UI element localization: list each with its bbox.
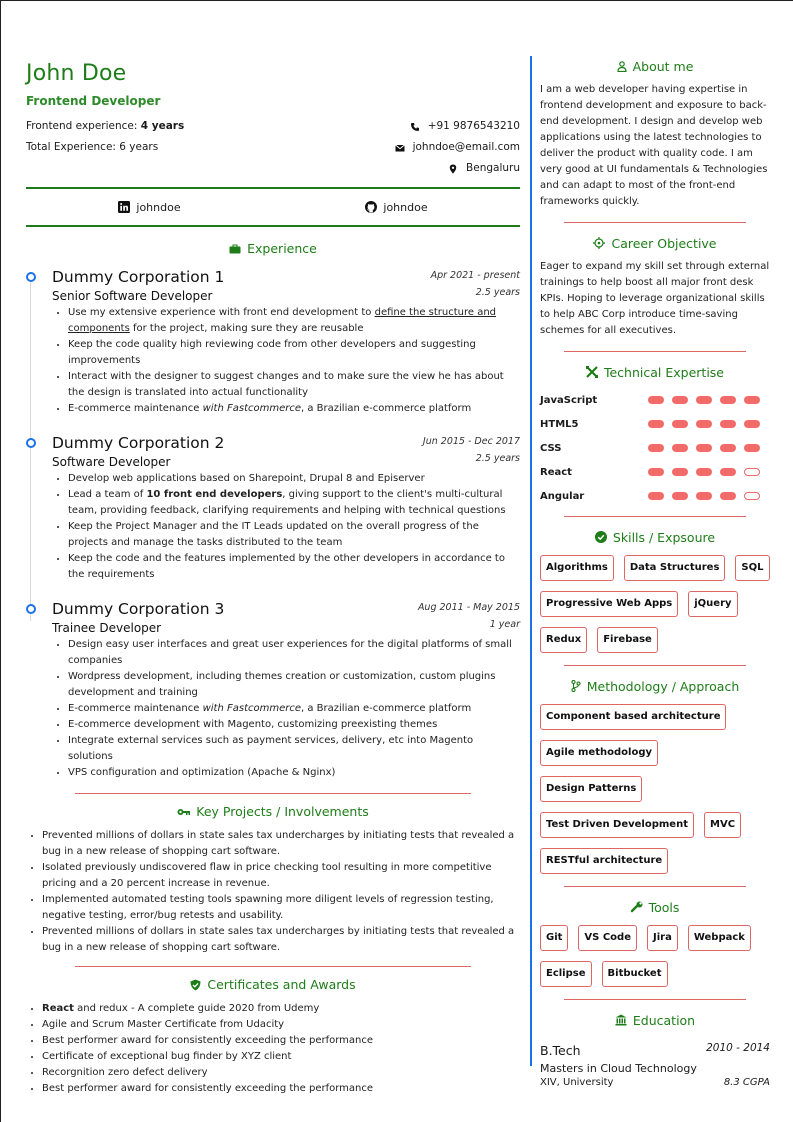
job-title: Software Developer bbox=[52, 455, 171, 469]
column-separator bbox=[530, 56, 532, 1066]
wrench-icon bbox=[631, 901, 643, 913]
job-title: Trainee Developer bbox=[52, 621, 162, 635]
education-title-text: Education bbox=[632, 1012, 696, 1028]
degree: B.Tech bbox=[540, 1043, 581, 1058]
tag: MVC bbox=[704, 812, 741, 838]
job-period: Aug 2011 - May 2015 bbox=[417, 602, 520, 613]
info-row-3 bbox=[26, 158, 520, 179]
tools-title bbox=[540, 897, 770, 917]
tag: Git bbox=[540, 925, 568, 951]
methodology-tags bbox=[540, 704, 770, 874]
skills-title bbox=[540, 527, 770, 547]
skill-name: Angular bbox=[540, 490, 585, 502]
education-title bbox=[540, 1010, 770, 1030]
skill-pill-filled bbox=[648, 420, 664, 428]
right-column bbox=[540, 56, 770, 1091]
section-divider bbox=[564, 665, 746, 666]
projects-title-text: Key Projects / Involvements bbox=[196, 804, 369, 819]
skill-pill-filled bbox=[720, 444, 736, 452]
check-circle-icon bbox=[595, 531, 607, 543]
section-divider bbox=[564, 222, 746, 223]
list-item: • Develop web applications based on Sharepoint, Drupal 8 and Episerver bbox=[68, 471, 520, 487]
skill-level bbox=[648, 468, 760, 476]
institution-icon bbox=[615, 1014, 627, 1026]
tools-cross-icon bbox=[586, 366, 598, 378]
list-item: • VPS configuration and optimization (Apache & Nginx) bbox=[68, 765, 520, 781]
skill-row bbox=[540, 460, 770, 484]
email[interactable] bbox=[395, 137, 520, 158]
skill-pill-filled bbox=[744, 420, 760, 428]
phone-icon bbox=[410, 122, 420, 132]
job-company: Dummy Corporation 1 bbox=[52, 268, 225, 286]
projects-list bbox=[42, 828, 520, 956]
tag: Webpack bbox=[688, 925, 751, 951]
skill-pill-filled bbox=[720, 492, 736, 500]
tag: Eclipse bbox=[540, 961, 592, 987]
experience-timeline bbox=[26, 267, 520, 781]
skill-level bbox=[648, 444, 760, 452]
job-duration: 2.5 years bbox=[475, 453, 520, 464]
list-item: • Recorgnition zero defect delivery bbox=[42, 1065, 520, 1081]
email-text: johndoe@email.com bbox=[412, 141, 520, 153]
tag: Jira bbox=[647, 925, 678, 951]
skill-row bbox=[540, 484, 770, 508]
tag: Test Driven Development bbox=[540, 812, 694, 838]
tag: VS Code bbox=[578, 925, 637, 951]
skill-name: JavaScript bbox=[540, 394, 598, 406]
github-icon bbox=[365, 201, 377, 213]
education-school-row bbox=[540, 1077, 770, 1091]
job-title: Senior Software Developer bbox=[52, 289, 213, 303]
user-icon bbox=[617, 61, 627, 72]
skill-pill-filled bbox=[648, 396, 664, 404]
skill-pill-filled bbox=[720, 468, 736, 476]
list-item: • Use my extensive experience with front end development to define the structure and components for the project, making sure they are reusable bbox=[68, 305, 520, 337]
linkedin-text: johndoe bbox=[136, 200, 181, 214]
skill-name: CSS bbox=[540, 442, 562, 454]
linkedin-icon bbox=[118, 201, 130, 213]
job-period: Jun 2015 - Dec 2017 bbox=[422, 436, 520, 447]
program: Masters in Cloud Technology bbox=[540, 1062, 697, 1075]
skill-pill-filled bbox=[720, 396, 736, 404]
job-bullets bbox=[68, 471, 520, 583]
list-item: • Keep the code and the features implemented by the other developers in accordance to the requirements bbox=[68, 551, 520, 583]
skill-pill-empty bbox=[744, 492, 760, 500]
tag: Redux bbox=[540, 627, 587, 653]
job-bullets bbox=[68, 305, 520, 417]
section-divider bbox=[564, 516, 746, 517]
tag: Component based architecture bbox=[540, 704, 726, 730]
skill-pill-empty bbox=[744, 468, 760, 476]
phone-text: +91 9876543210 bbox=[427, 120, 520, 132]
section-divider bbox=[564, 886, 746, 887]
tag: Progressive Web Apps bbox=[540, 591, 678, 617]
skill-pill-filled bbox=[672, 444, 688, 452]
list-item: • Integrate external services such as payment services, delivery, etc into Magento solutions bbox=[68, 733, 520, 765]
job-1 bbox=[26, 267, 520, 417]
social-links bbox=[26, 187, 520, 227]
skill-pill-filled bbox=[648, 444, 664, 452]
skills-tags bbox=[540, 555, 770, 653]
tools-tags bbox=[540, 925, 770, 987]
job-3 bbox=[26, 599, 520, 781]
skill-row bbox=[540, 436, 770, 460]
job-duration: 1 year bbox=[489, 619, 520, 630]
technical-title-text: Technical Expertise bbox=[603, 364, 724, 380]
list-item: • Best performer award for consistently exceeding the performance bbox=[42, 1033, 520, 1049]
section-divider bbox=[75, 966, 471, 967]
skill-pill-filled bbox=[672, 492, 688, 500]
tag: Firebase bbox=[597, 627, 658, 653]
section-divider bbox=[564, 999, 746, 1000]
certificates-title bbox=[26, 973, 520, 997]
list-item: • Keep the code quality high reviewing code from other developers and suggesting improvements bbox=[68, 337, 520, 369]
tag: Algorithms bbox=[540, 555, 614, 581]
skill-pill-filled bbox=[672, 468, 688, 476]
list-item: • E-commerce maintenance with Fastcommerce, a Brazilian e-commerce platform bbox=[68, 701, 520, 717]
skill-bars bbox=[540, 388, 770, 508]
skill-level bbox=[648, 420, 760, 428]
job-company: Dummy Corporation 2 bbox=[52, 434, 225, 452]
shield-check-icon bbox=[190, 979, 201, 991]
technical-title bbox=[540, 362, 770, 382]
tag: RESTful architecture bbox=[540, 848, 668, 874]
skill-level bbox=[648, 492, 760, 500]
about-title bbox=[540, 56, 770, 76]
list-item: • E-commerce maintenance with Fastcommerce, a Brazilian e-commerce platform bbox=[68, 401, 520, 417]
info-row-1 bbox=[26, 116, 520, 137]
list-item: • Interact with the designer to suggest changes and to make sure the view he has about the design is translated into actual functionality bbox=[68, 369, 520, 401]
about-title-text: About me bbox=[632, 58, 694, 74]
total-experience: Total Experience: 6 years bbox=[26, 141, 159, 153]
frontend-exp-label: Frontend experience: bbox=[26, 120, 138, 132]
skill-pill-filled bbox=[744, 444, 760, 452]
list-item: • Lead a team of 10 front end developers, giving support to the client's multi-cultural team, providing feedback, clarifying requirements and helping with technical questions bbox=[68, 487, 520, 519]
timeline-dot bbox=[26, 438, 36, 448]
objective-title-text: Career Objective bbox=[611, 235, 717, 251]
list-item: • E-commerce development with Magento, customizing preexisting themes bbox=[68, 717, 520, 733]
list-item: • Prevented millions of dollars in state sales tax undercharges by initiating tests that revealed a bug in a new release of shopping cart software. bbox=[42, 924, 520, 956]
list-item: • Certificate of exceptional bug finder by XYZ client bbox=[42, 1049, 520, 1065]
skill-level bbox=[648, 396, 760, 404]
skill-pill-filled bbox=[696, 468, 712, 476]
experience-title-text: Experience bbox=[247, 241, 317, 256]
job-company: Dummy Corporation 3 bbox=[52, 600, 225, 618]
skill-name: React bbox=[540, 466, 572, 478]
job-bullets bbox=[68, 637, 520, 781]
frontend-exp-value: 4 years bbox=[140, 120, 185, 132]
objective-text: Eager to expand my skill set through external trainings to help boost all major front desk KPIs. Hoping to leverage organizational skills to help ABC Corp introduce time-saving schemes for all executives. bbox=[540, 261, 770, 336]
info-row-2 bbox=[26, 137, 520, 158]
skill-pill-filled bbox=[672, 420, 688, 428]
education-years: 2010 - 2014 bbox=[706, 1042, 770, 1054]
objective-title bbox=[540, 233, 770, 253]
skill-pill-filled bbox=[696, 396, 712, 404]
job-2 bbox=[26, 433, 520, 583]
methodology-title-text: Methodology / Approach bbox=[586, 678, 740, 694]
frontend-experience bbox=[26, 116, 184, 137]
job-period: Apr 2021 - present bbox=[430, 270, 520, 281]
tag: Bitbucket bbox=[602, 961, 668, 987]
key-icon bbox=[177, 808, 190, 816]
skill-name: HTML5 bbox=[540, 418, 579, 430]
skill-pill-filled bbox=[744, 396, 760, 404]
github-link[interactable] bbox=[365, 201, 427, 214]
skill-pill-filled bbox=[720, 420, 736, 428]
skill-pill-filled bbox=[696, 444, 712, 452]
location-text: Bengaluru bbox=[466, 162, 520, 174]
tag: SQL bbox=[735, 555, 769, 581]
about-text: I am a web developer having expertise in frontend development and exposure to back-end development. I design and develop web applications using the latest technologies to deliver the product with quality code. I am very good at UI fundamentals & Technologies and can adapt to most of the front-end frameworks quickly. bbox=[540, 84, 768, 207]
list-item: • Design easy user interfaces and great user experiences for the digital platforms of small companies bbox=[68, 637, 520, 669]
underlined-text: define the structure and components bbox=[68, 307, 497, 334]
list-item: • Wordpress development, including themes creation or customization, custom plugins development and training bbox=[68, 669, 520, 701]
list-item: • Agile and Scrum Master Certificate from Udacity bbox=[42, 1017, 520, 1033]
list-item: • React and redux - A complete guide 2020 from Udemy bbox=[42, 1001, 520, 1017]
job-duration: 2.5 years bbox=[475, 287, 520, 298]
methodology-title bbox=[540, 676, 770, 696]
tag: Data Structures bbox=[624, 555, 726, 581]
skill-row bbox=[540, 388, 770, 412]
mail-icon bbox=[395, 143, 405, 153]
crosshair-icon bbox=[593, 237, 605, 249]
section-divider bbox=[75, 793, 471, 794]
skill-pill-filled bbox=[696, 420, 712, 428]
tag: Agile methodology bbox=[540, 740, 658, 766]
candidate-name: John Doe bbox=[26, 61, 127, 86]
list-item: • Prevented millions of dollars in state sales tax undercharges by initiating tests that revealed a bug in a new release of shopping cart software. bbox=[42, 828, 520, 860]
skill-pill-filled bbox=[648, 492, 664, 500]
list-item: • Best performer award for consistently exceeding the performance bbox=[42, 1081, 520, 1097]
education-header bbox=[540, 1040, 770, 1058]
skill-pill-filled bbox=[696, 492, 712, 500]
left-column bbox=[26, 58, 520, 1097]
list-item: • Implemented automated testing tools spawning more diligent levels of regression testing, negative testing, error/bug retests and usability. bbox=[42, 892, 520, 924]
phone[interactable] bbox=[410, 116, 520, 137]
location-pin-icon bbox=[448, 164, 458, 174]
github-text: johndoe bbox=[383, 200, 428, 214]
tag: Design Patterns bbox=[540, 776, 642, 802]
experience-title bbox=[26, 237, 520, 261]
skill-pill-filled bbox=[672, 396, 688, 404]
skill-row bbox=[540, 412, 770, 436]
projects-title bbox=[26, 800, 520, 824]
skill-pill-filled bbox=[648, 468, 664, 476]
certificates-title-text: Certificates and Awards bbox=[207, 977, 356, 992]
tag: jQuery bbox=[688, 591, 737, 617]
briefcase-icon bbox=[229, 244, 241, 254]
tools-title-text: Tools bbox=[648, 899, 680, 915]
timeline-dot bbox=[26, 272, 36, 282]
list-item: • Isolated previously undiscovered flaw in price checking tool resulting in more competitive pricing and a 20 percent increase in revenue. bbox=[42, 860, 520, 892]
timeline-dot bbox=[26, 604, 36, 614]
skills-title-text: Skills / Expsoure bbox=[612, 529, 716, 545]
list-item: • Keep the Project Manager and the IT Leads updated on the overall progress of the projects and manage the tasks distributed to the team bbox=[68, 519, 520, 551]
linkedin-link[interactable] bbox=[118, 201, 180, 214]
school: XIV, University bbox=[540, 1077, 614, 1088]
certificates-list bbox=[42, 1001, 520, 1097]
location bbox=[448, 158, 520, 179]
gpa: 8.3 CGPA bbox=[723, 1077, 770, 1088]
branch-icon bbox=[571, 680, 581, 692]
section-divider bbox=[564, 351, 746, 352]
candidate-role: Frontend Developer bbox=[26, 94, 161, 108]
